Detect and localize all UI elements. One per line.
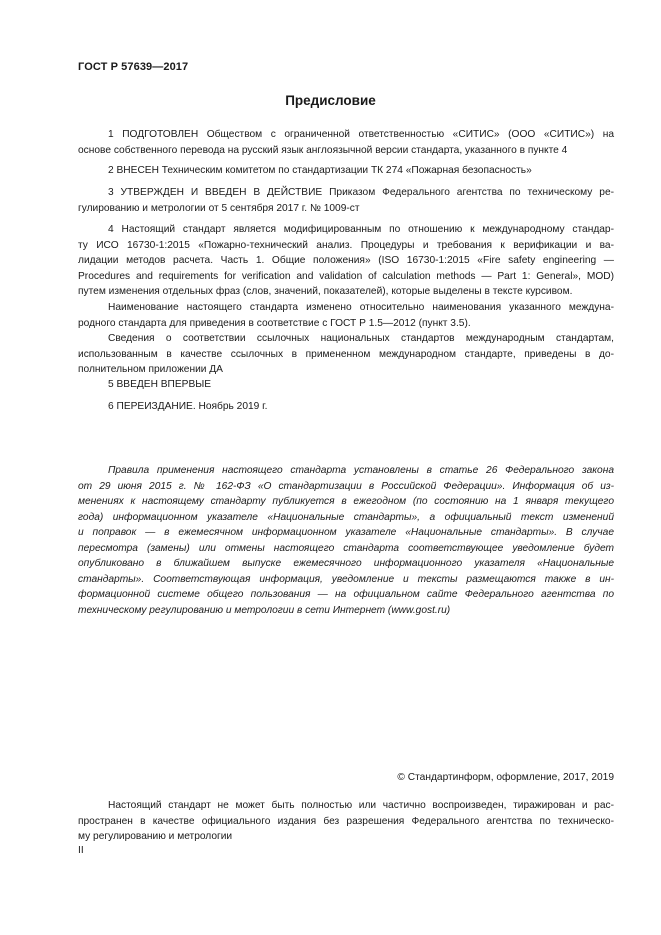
text-line: техническому регулированию и метрологии в сети Интернет (www.gost.ru) <box>78 604 451 616</box>
text-line: лидации методов расчета. Часть 1. Общие положения» (ISO 16730-1:2015 «Fire safety engineering — <box>78 255 614 266</box>
text-line: 5 ВВЕДЕН ВПЕРВЫЕ <box>108 379 212 390</box>
page-title: Предисловие <box>285 93 376 108</box>
text-line: пересмотра (замены) или отмены настоящего стандарта соответствующее уведомление будет <box>78 542 614 554</box>
text-line: опубликовано в ближайшем выпуске ежемесячного информационного указателя «Национальные <box>78 558 614 569</box>
text-line: формационной системе общего пользования — на официальном сайте Федерального агентства по <box>78 589 614 600</box>
text-line: Правила применения настоящего стандарта установлены в статье 26 Федерального закона <box>108 465 614 476</box>
text-line: 4 Настоящий стандарт является модифицированным по отношению к международному стандар- <box>108 224 614 235</box>
text-line: 2 ВНЕСЕН Техническим комитетом по стандартизации ТК 274 «Пожарная безопасность» <box>108 165 532 176</box>
text-line: гулированию и метрологии от 5 сентября 2017 г. № 1009-ст <box>78 202 360 214</box>
text-line: му регулированию и метрологии <box>78 831 233 842</box>
text-line: стандарты». Соответствующая информация, уведомление и тексты размещаются также в ин- <box>78 573 614 585</box>
usage-notice <box>78 463 614 618</box>
text-line: ту ИСО 16730-1:2015 «Пожарно-технический анализ. Процедуры и требования к верификации и ва- <box>78 239 614 251</box>
text-line: и поправок — в ежемесячном информационном указателе «Национальные стандарты». В случае <box>78 527 614 538</box>
text-line: Procedures and requirements for verification and validation of calculation methods — Part 1: General», MOD) <box>78 270 614 282</box>
text-line: путем изменения отдельных фраз (слов, значений, показателей), которые выделены в тексте курсивом. <box>78 286 573 297</box>
item-4-name-change <box>78 300 614 331</box>
reproduction-notice <box>78 798 614 845</box>
text-line: Сведения о соответствии ссылочных национальных стандартов международным стандартам, <box>108 333 614 344</box>
text-line: пространен в качестве официального издания без разрешения Федерального агентства по техническо- <box>78 815 614 827</box>
item-6 <box>78 399 614 415</box>
page-number: II <box>78 845 84 856</box>
item-4 <box>78 222 614 300</box>
text-line: Настоящий стандарт не может быть полностью или частично воспроизведен, тиражирован и рас- <box>108 800 614 811</box>
item-5 <box>78 377 614 393</box>
text-line: от 29 июня 2015 г. № 162-ФЗ «О стандартизации в Российской Федерации». Информация об из- <box>78 480 614 492</box>
text-line: 1 ПОДГОТОВЛЕН Обществом с ограниченной ответственностью «СИТИС» (ООО «СИТИС») на <box>108 129 614 140</box>
item-1 <box>78 127 614 158</box>
item-4-references <box>78 331 614 378</box>
item-2 <box>78 163 614 179</box>
text-line: 6 ПЕРЕИЗДАНИЕ. Ноябрь 2019 г. <box>108 401 268 412</box>
text-line: менениях к настоящему стандарту публикуется в ежегодном (по состоянию на 1 января текущего <box>78 496 614 507</box>
text-line: Наименование настоящего стандарта изменено относительно наименования указанного междуна- <box>108 302 614 313</box>
text-line: использованным в качестве ссылочных в примененном международном стандарте, приведены в до- <box>78 348 614 360</box>
document-id: ГОСТ Р 57639—2017 <box>78 61 189 73</box>
text-line: полнительном приложении ДА <box>78 364 223 375</box>
text-line: основе собственного перевода на русский язык англоязычной версии стандарта, указанного в пункте 4 <box>78 144 568 156</box>
copyright: © Стандартинформ, оформление, 2017, 2019 <box>397 772 614 783</box>
text-line: года) информационном указателе «Национальные стандарты», а официальный текст изменений <box>78 511 614 523</box>
item-3 <box>78 185 614 216</box>
text-line: родного стандарта для приведения в соответствие с ГОСТ Р 1.5—2012 (пункт 3.5). <box>78 317 471 329</box>
text-line: 3 УТВЕРЖДЕН И ВВЕДЕН В ДЕЙСТВИЕ Приказом Федерального агентства по техническому ре- <box>108 187 614 198</box>
